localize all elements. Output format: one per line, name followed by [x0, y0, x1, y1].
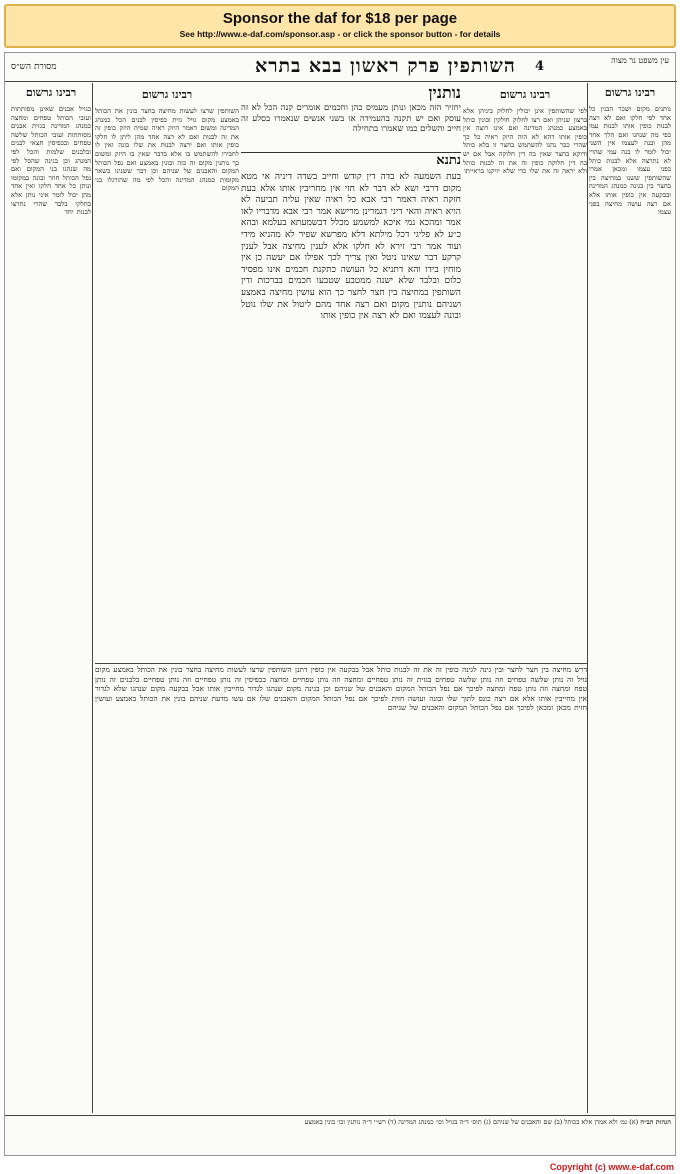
talmud-page: [4, 52, 676, 1156]
gemara-column: [241, 153, 461, 665]
tosafot-heading: רבינו גרשום: [141, 88, 193, 101]
left-margin-commentary: [11, 81, 91, 1137]
masoret-hashas-label: מסורת הש״ס: [11, 62, 57, 72]
mishnah-title: נותנין: [428, 85, 461, 102]
right-margin-heading: רבינו גרשום: [604, 86, 656, 99]
column-divider: [92, 83, 93, 1113]
mishnah-text: יחזיר הזה מכאן ונותן מעמיס כהן וחכמים אומרים קנה הכל לא זה עוסק ואם יש תקנה בהעמידה או בשני אנשים שנאמרו בסלע זה חייב והשלים כמו שאמרו בתחילה: [241, 103, 461, 135]
bottom-commentary: [95, 665, 587, 1115]
ein-mishpat-label: עין משפט נר מצוה: [611, 56, 669, 65]
section-rule: [95, 663, 587, 664]
gemara-text: בעת השמעה לא בדה דין קודש וחייב בשדה דיניה אי מטא מקום דרבי ושא לא דבר לא חזי אין מחריבין אותו אלא בעת חזקה ראיה דאמר רבי אבא כל ראיה שאין עליה תביעה לא הויא ראיה והאי דיני דגמרינן מרישא אמר רבי אבא מדבריו לאו אמר ומהכא נמי איכא למשמע מכלל דבשמעתא בעלמא ובהא כ״ע לא פליגי דכל מילתא דלא מפרשא שפיר לא מהניא מידי ועוד אמר רבי זירא לא חלקו אלא לענין מחיצה אבל לענין קרקע דבר שאינו ניטל ואין צריך לכך אפילו אם יעשה כן אין מוחין בידו והא דתניא כל העושה כתקנת חכמים אינו מפסיד כלום ובלבד שלא ישנה ממטבע שטבעו חכמים בברכות ודין השותפין במחיצה בין חצר לחצר כך הוא עושין מחיצה באמצע ושניהם נותנין מקום ואם רצה אחד מהם ליטול את שלו נוטל ובונה לעצמו ואם לא רצה אין כופין אותו: [241, 171, 461, 321]
page-number: 4: [535, 59, 545, 74]
rashi-heading: רבינו גרשום: [499, 88, 551, 101]
sponsor-subtitle-prefix: See: [179, 29, 198, 39]
running-title: השותפין פרק ראשון בבא בתרא: [255, 55, 516, 77]
sponsor-banner[interactable]: [4, 4, 676, 48]
page-footer: [5, 1115, 675, 1155]
left-margin-text: בגויל אבנים שאינן מסותתות ועובי הכותל טפחים ומחצה כמנהג המדינה בגזית אבנים מסותתות ועובי הכותל שלשה טפחים ובכפיסין חצאי לבנים ובלבנים שלמות והכל לפי המנהג וכן בגינה שהכל לפי מה שנהגו בני המקום ואם נפל הכותל חוזר ובונה במקומו ונותן כל אחד חלקו ואין אחד מהן יכול לומר איני נותן אלא בחלקי בלבד שהרי נתרצו לבנות יחד: [11, 105, 91, 217]
header-rule: [5, 81, 677, 82]
right-margin-text: נותנים מקום ושכר הבנין כל אחד לפי חלקו ואם לא רצה לבנות כופין אותו לבנות עמו כפי מה שנהגו ואם הלך אחד מהן ובנה לעצמו אין השני יכול לומר לו בנה עמי שהרי לא נתרצה אלא לבנות כותל בפני עצמו ומכאן אמרו שהשותפין ששנו במחיצה בין בחצר בין בגינה כמנהג המדינה ובבקעה אין כופין אותו אלא אם רצה עושה מחיצה בפני עצמו: [589, 105, 671, 217]
gemara-opening-word: נתנא: [436, 153, 461, 168]
left-margin-heading: רבינו גרשום: [25, 86, 77, 99]
right-margin-commentary: [589, 81, 671, 1137]
column-divider: [587, 83, 588, 1113]
mishnah-block: [241, 83, 461, 153]
tosafot-text: השותפין שרצו לעשות מחיצה בחצר בונין את הכותל באמצע מקום גויל גזית כפיסין לבנים הכל כמנהג המדינה ומשום דאמר היזק ראיה שמיה היזק כופין זה את זה לבנות ואם לא רצה אחד מהן ליתן לו חלקו כופין אותו ואם ירצה לבנות את שלו בונה ואין לו לחבירו להשתמש בו אלא בדבר שאין בו היזק ומשום כך נותנין מקום זה כזה ובונין באמצע ואם נפל הכותל המקום והאבנים של שניהם וכן דבר ששנינו בשאר מקומות כמנהג המדינה והכל לפי מה שהורגלו בני המקום: [95, 107, 239, 193]
sponsor-link[interactable]: http://www.e-daf.com/sponsor.asp: [197, 29, 336, 39]
hagahot-text: (א) גמ׳ ולא אמרן אלא בכותל (ב) שם והאבנים של שניהם (ג) תוס׳ ד״ה בגויל וכו׳ כמנהג המדינה (ד) רש״י ד״ה נותנין וכו׳ בונין באמצע: [304, 1118, 639, 1126]
copyright-link[interactable]: Copyright (c) www.e-daf.com: [549, 1162, 674, 1172]
hagahot-label: הגהות הב״ח: [640, 1118, 671, 1126]
sponsor-subtitle: [6, 28, 674, 40]
bottom-commentary-text: דרש מחיצה בין חצר לחצר ובין גינה לגינה כופין זה את זה לבנות כותל אבל בבקעה אין כופין דתנן השותפין שרצו לעשות מחיצה בחצר בונין את הכותל באמצע מקום גויל זה נותן שלשה טפחים וזה נותן שלשה טפחים בגזית זה נותן טפחיים ומחצה וזה נותן טפחיים ומחצה בכפיסין זה נותן טפחיים וזה נותן טפחיים בלבנים זה נותן טפח ומחצה וזה נותן טפח ומחצה לפיכך אם נפל הכותל המקום והאבנים של שניהם וכן בגינה מקום שנהגו לגדור מחייבין אותו אבל בבקעה מקום שנהגו שלא לגדור אין מחייבין אותו אלא אם רצה כונס לתוך שלו ובונה ועושה חזית לפיכך אם נפל הכותל המקום והאבנים שלו אם עשו מדעת שניהם בונין את הכותל באמצע ועושין חזית מכאן ומכאן לפיכך אם נפל הכותל המקום והאבנים של שניהם: [95, 665, 587, 713]
page-header: [5, 53, 675, 81]
rashi-text: לפי שהשותפין אינן יכולין לחלוק ביניהן אלא ברצון שניהן ואם רצו לחלוק חולקין ובונין כותל באמצע כמנהג המדינה ואם אינו רוצה אין כופין אותו דהא לא הוה היזק ראיה כל כך שהרי כבר נהגו להשתמש בחצר זו בלא כותל ודוקא בחצר שאין בה דין חלוקה אבל אם יש בה דין חלוקה כופין זה את זה לבנות כותל ולא יראה זה את שלו כדי שלא יזיקנו בראייתו: [463, 107, 587, 176]
sponsor-title: Sponsor the daf for $18 per page: [222, 10, 458, 27]
sponsor-subtitle-suffix: - or click the sponsor button - for details: [335, 29, 501, 39]
